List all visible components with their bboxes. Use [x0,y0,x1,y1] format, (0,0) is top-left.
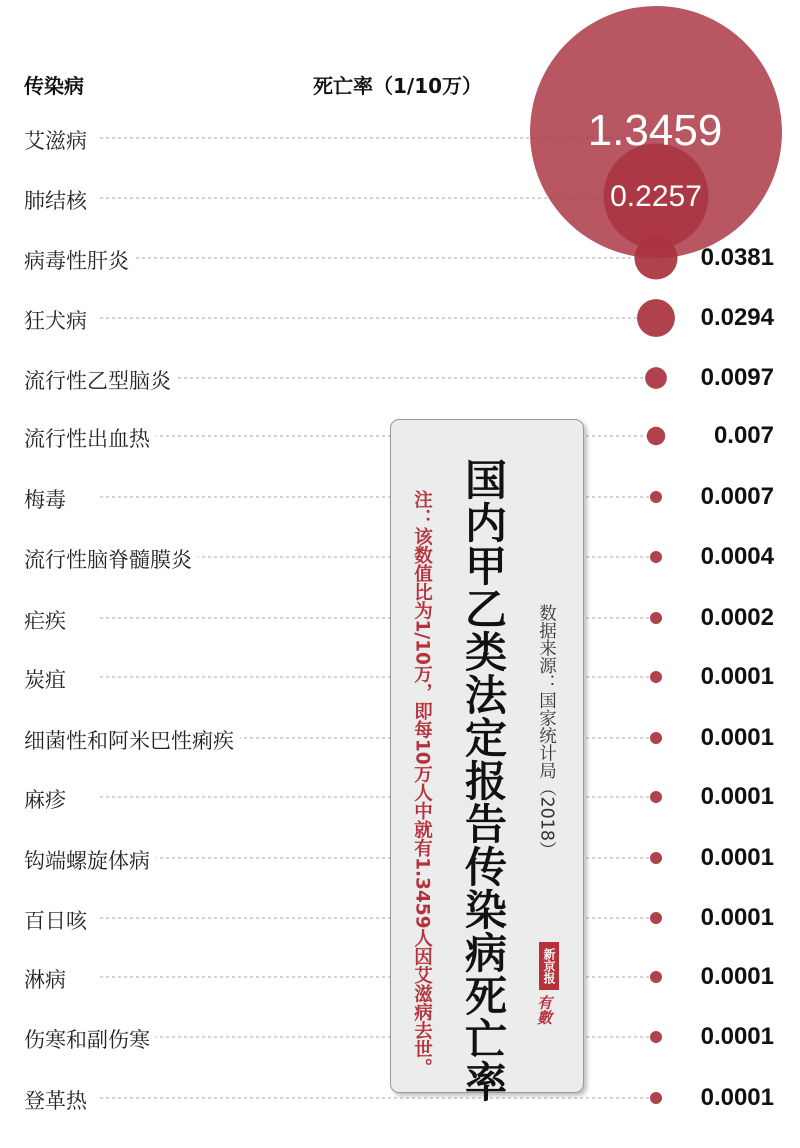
disease-label: 艾滋病 [24,125,93,155]
value-label: 0.0381 [700,244,774,271]
bubble-狂犬病 [637,299,675,337]
disease-label: 钩端螺旋体病 [24,845,156,875]
value-label: 0.0001 [700,783,774,810]
value-label: 0.0294 [700,304,774,331]
bubble-麻疹 [650,791,662,803]
bubble-炭疽 [650,671,662,683]
value-label: 0.0001 [700,1023,774,1050]
value-label: 0.007 [713,422,774,449]
bubble-淋病 [650,971,662,983]
bubble-病毒性肝炎 [634,236,677,279]
brand-logo: 有數 [535,995,553,1025]
bubble-流行性出血热 [647,427,665,445]
value-label: 0.0001 [700,724,774,751]
disease-label: 流行性出血热 [24,423,156,453]
disease-label: 病毒性肝炎 [24,245,135,275]
bubble-登革热 [650,1092,662,1104]
disease-label: 登革热 [24,1085,93,1115]
chart-title: 国内甲乙类法定报告传染病死亡率 [459,458,508,1103]
disease-label: 狂犬病 [24,305,93,335]
bubble-流行性乙型脑炎 [645,367,667,389]
disease-label: 流行性乙型脑炎 [24,365,177,395]
bubble-疟疾 [650,612,662,624]
value-label-large: 1.3459 [587,106,723,155]
disease-label: 炭疽 [24,664,72,694]
disease-label: 细菌性和阿米巴性痢疾 [24,725,240,755]
value-label: 0.0097 [700,364,774,391]
value-label: 0.0001 [700,844,774,871]
bubble-百日咳 [650,912,662,924]
value-label: 0.0001 [700,904,774,931]
value-label: 0.0001 [700,1084,774,1111]
value-label: 0.0004 [700,543,774,570]
value-label: 0.0007 [700,483,774,510]
bubble-钩端螺旋体病 [650,852,662,864]
value-label: 0.0002 [700,604,774,631]
bubble-伤寒和副伤寒 [650,1031,662,1043]
data-source: 数据来源：国家统计局（2018） [536,604,557,859]
disease-label: 流行性脑脊髓膜炎 [24,544,198,574]
bubble-梅毒 [650,491,662,503]
disease-label: 淋病 [24,964,72,994]
note-text: 注：该数值比为1/10万，即每10万人中就有1.3459人因艾滋病去世。 [411,490,433,1077]
bubble-细菌性和阿米巴性痢疾 [650,732,662,744]
bubble-流行性脑脊髓膜炎 [650,551,662,563]
value-label: 0.0001 [700,663,774,690]
brand-badge: 新京报 [539,942,559,990]
disease-label: 伤寒和副伤寒 [24,1024,156,1054]
disease-label: 梅毒 [24,484,72,514]
value-label: 0.0001 [700,963,774,990]
disease-label: 麻疹 [24,784,72,814]
disease-label: 疟疾 [24,605,72,635]
column-header-disease: 传染病 [24,74,84,98]
disease-label: 肺结核 [24,185,93,215]
disease-label: 百日咳 [24,905,93,935]
value-label-large: 0.2257 [610,180,702,213]
column-header-rate: 死亡率（1/10万） [313,74,483,98]
